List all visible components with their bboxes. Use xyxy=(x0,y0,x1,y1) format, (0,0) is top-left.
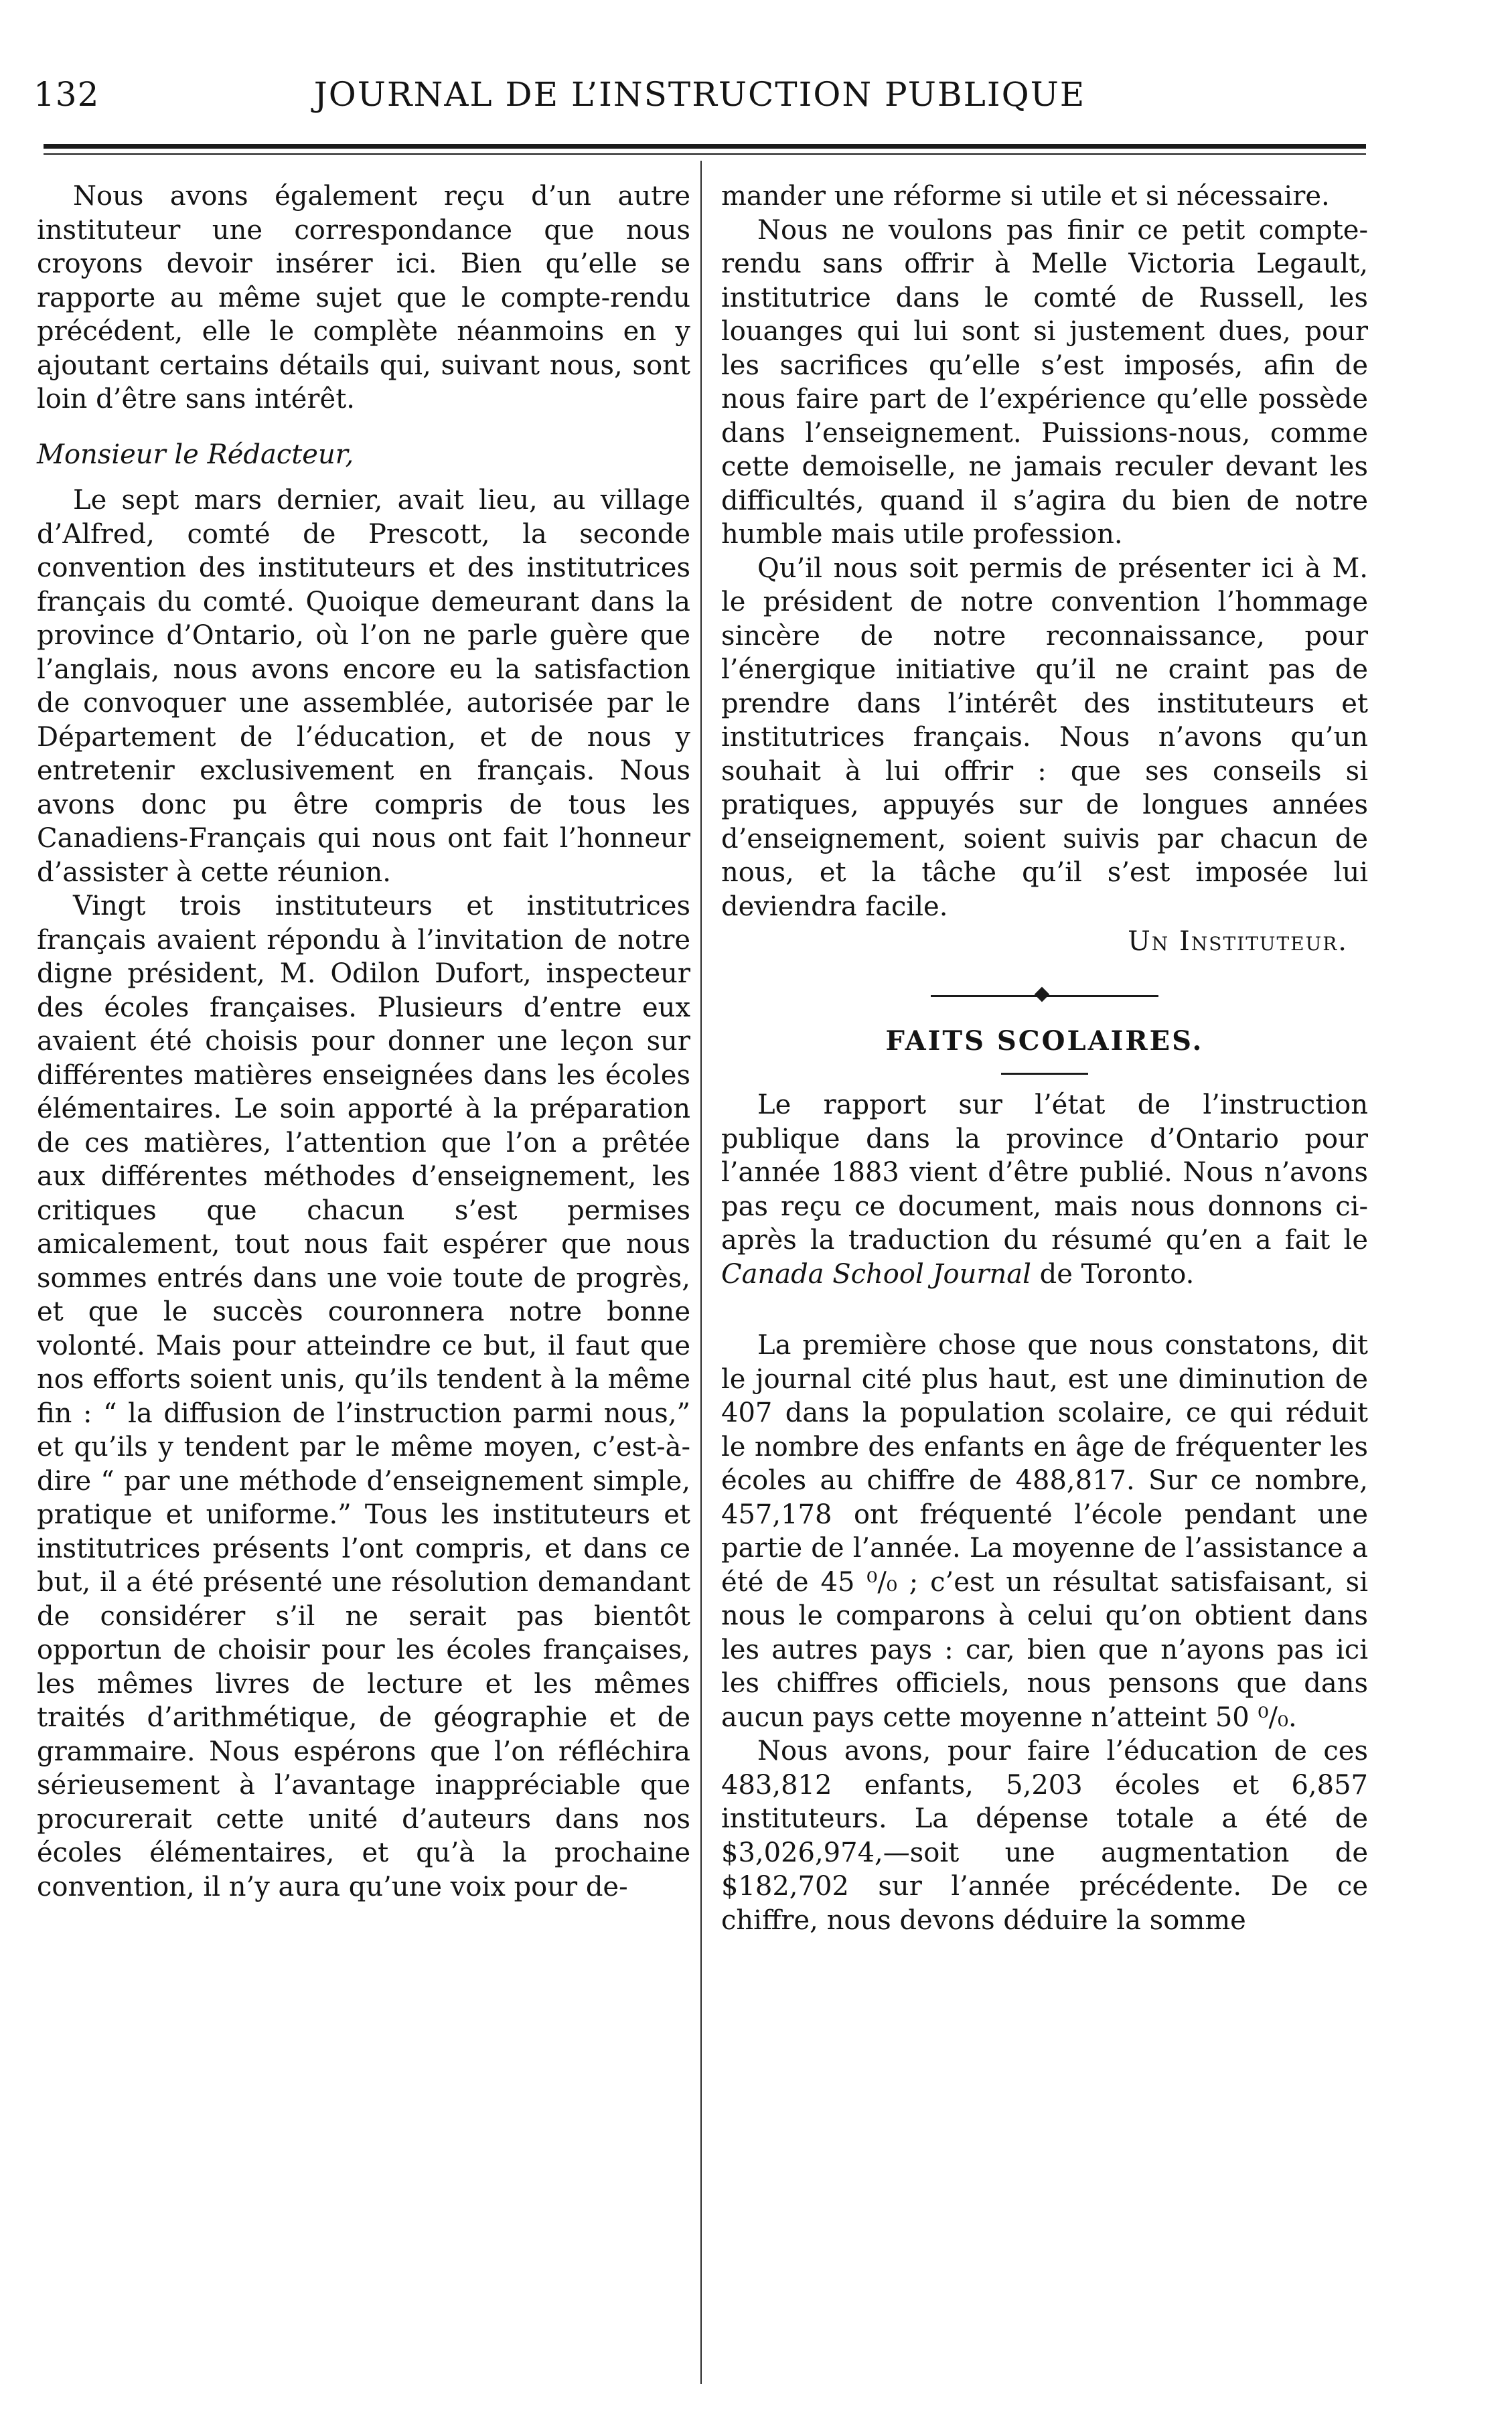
report-text-1a: Le rapport sur l’état de l’instruction publique dans la province d’Ontario pour l’année 1883 vient d’être publié. Nous n’avons pas reçu ce document, mais nous donnons ci-après la traduction du résumé qu’en a fait le xyxy=(721,1089,1368,1256)
letter-paragraph-4: Qu’il nous soit permis de présenter ici à M. le président de notre convention l’hommage sincère de notre reconnaissance, pour l’énergique initiative qu’il ne craint pas de prendre dans l’intérêt des instituteurs et institutrices français. Nous n’avons qu’un souhait à lui offrir : que ses conseils si pratiques, appuyés sur de longues années d’enseignement, soient suivis par chacun de nous, et la tâche qu’il s’est imposée lui deviendra facile. xyxy=(721,552,1368,922)
section-heading-rule xyxy=(1001,1073,1088,1075)
paragraph-gap xyxy=(721,1291,1368,1329)
header-rule-thick xyxy=(44,144,1366,149)
report-paragraph-1 xyxy=(721,1088,1368,1291)
left-column xyxy=(37,179,690,1904)
header-rule-thin xyxy=(44,153,1366,155)
column-divider xyxy=(700,161,702,2384)
ornament-diamond-icon xyxy=(1035,986,1050,1002)
letter-paragraph-3: Nous ne voulons pas finir ce petit compte-rendu sans offrir à Melle Victoria Legault, institutrice dans le comté de Russell, les louanges qui lui sont si justement dues, pour les sacrifices qu’elle s’est imposés, afin de nous faire part de l’expérience qu’elle possède dans l’enseignement. Puissions-nous, comme cette demoiselle, ne jamais reculer devant les difficultés, quand il s’agira du bien de notre humble mais utile profession. xyxy=(721,214,1368,550)
section-heading: FAITS SCOLAIRES. xyxy=(885,1025,1204,1057)
report-paragraph-3: Nous avons, pour faire l’éducation de ces 483,812 enfants, 5,203 écoles et 6,857 instituteurs. La dépense totale a été de $3,026,974,—soit une augmentation de $182,702 sur l’année précédente. De ce chiffre, nous devons déduire la somme xyxy=(721,1736,1368,1936)
page-header xyxy=(33,75,1366,129)
right-column xyxy=(721,179,1368,1937)
letter-paragraph-continued: mander une réforme si utile et si nécessaire. xyxy=(721,181,1330,212)
letter-paragraph-2: Vingt trois instituteurs et institutrices français avaient répondu à l’invitation de notre digne président, M. Odilon Dufort, inspecteur des écoles françaises. Plusieurs d’entre eux avaient été choisis pour donner une leçon sur différentes matières enseignées dans les écoles élémentaires. Le soin apporté à la préparation de ces matières, l’attention que l’on a prêtée aux différentes méthodes d’enseignement, les critiques que chacun s’est permises amicalement, tout nous fait espérer que nous sommes entrés dans une voie toute de progrès, et que le succès couronnera notre bonne volonté. Mais pour atteindre ce but, il faut que nos efforts soient unis, qu’ils tendent à la même fin : “ la diffusion de l’instruction parmi nous,” et qu’ils y tendent par le même moyen, c’est-à-dire “ par une méthode d’enseignement simple, pratique et uniforme.” Tous les instituteurs et institutrices présents l’ont compris, et dans ce but, il a été présenté une résolution demandant de considérer s’il ne serait pas bientôt opportun de choisir pour les écoles françaises, les mêmes livres de lecture et les mêmes traités d’arithmétique, de géographie et de grammaire. Nous espérons que l’on réfléchira sérieusement à l’avantage inappréciable que procurerait cette unité d’auteurs dans nos écoles élémentaires, et qu’à la prochaine convention, il n’y aura qu’une voix pour de- xyxy=(37,891,690,1902)
journal-name: Canada School Journal xyxy=(721,1258,1031,1290)
letter-signature: Un Instituteur. xyxy=(1128,926,1348,957)
intro-paragraph: Nous avons également reçu d’un autre instituteur une correspondance que nous croyons devoir insérer ici. Bien qu’elle se rapporte au même sujet que le compte-rendu précédent, elle le complète néanmoins en y ajoutant certains détails qui, suivant nous, sont loin d’être sans intérêt. xyxy=(37,181,690,414)
letter-paragraph-1: Le sept mars dernier, avait lieu, au village d’Alfred, comté de Prescott, la seconde convention des instituteurs et des institutrices français du comté. Quoique demeurant dans la province d’Ontario, où l’on ne parle guère que l’anglais, nous avons encore eu la satisfaction de convoquer une assemblée, autorisée par le Département de l’éducation, et de nous y entretenir exclusivement en français. Nous avons donc pu être compris de tous les Canadiens-Français qui nous ont fait l’honneur d’assister à cette réunion. xyxy=(37,485,690,888)
report-paragraph-2: La première chose que nous constatons, dit le journal cité plus haut, est une diminution de 407 dans la population scolaire, ce qui réduit le nombre des enfants en âge de fréquenter les écoles au chiffre de 488,817. Sur ce nombre, 457,178 ont fréquenté l’école pendant une partie de l’année. La moyenne de l’assistance a été de 45 ⁰/₀ ; c’est un résultat satisfaisant, si nous le comparons à celui qu’on obtient dans les autres pays : car, bien que n’ayons pas ici les chiffres officiels, nous pensons que dans aucun pays cette moyenne n’atteint 50 ⁰/₀. xyxy=(721,1330,1368,1733)
section-ornament xyxy=(931,986,1158,1006)
report-text-1b: de Toronto. xyxy=(1031,1258,1195,1290)
letter-salutation: Monsieur le Rédacteur, xyxy=(37,439,354,470)
page-number: 132 xyxy=(33,75,100,114)
running-title: JOURNAL DE L’INSTRUCTION PUBLIQUE xyxy=(313,75,1086,114)
